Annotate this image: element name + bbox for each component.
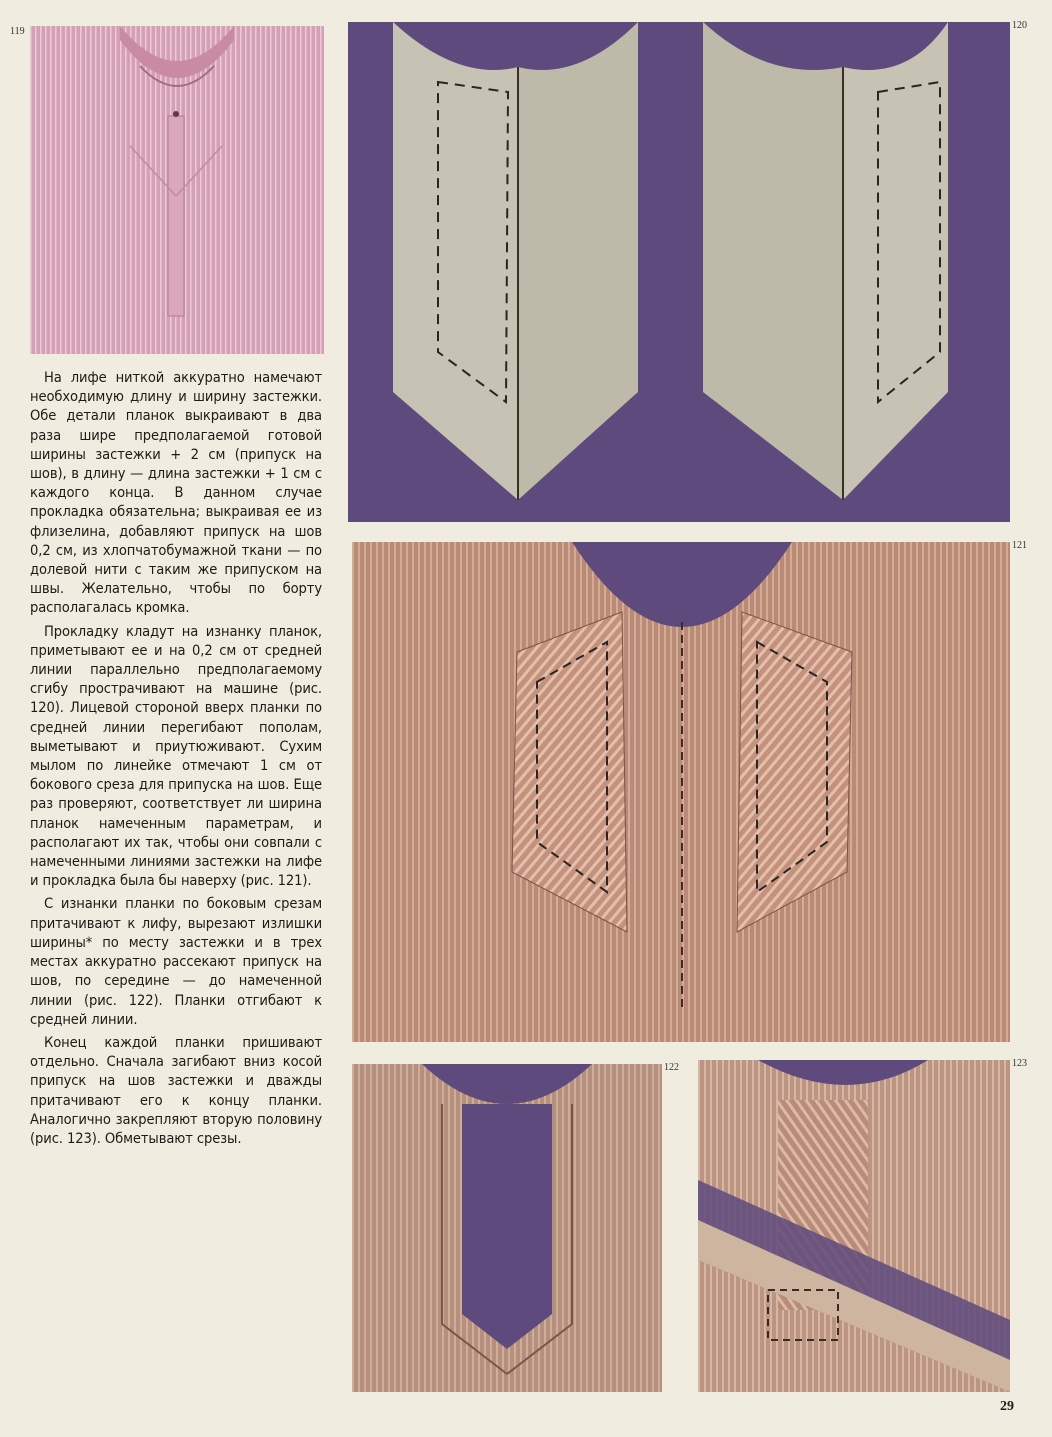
paragraph: Конец каждой планки пришивают отдельно. Сначала загибают вниз косой припуск на шов застежки и дважды притачивают его к концу планки. Аналогично закрепляют вторую половину (рис. 123). Обметывают срезы. bbox=[30, 1033, 322, 1147]
figure-121-bodice-photo bbox=[352, 542, 1010, 1042]
paragraph: На лифе ниткой аккуратно намечают необходимую длину и ширину застежки. Обе детали планок выкраивают в два раза шире предполагаемой готовой ширины застежки + 2 см (припуск на шов), в длину — длина застежки + 1 см с каждого конца. В данном случае прокладка обязательна; выкраивая ее из флизелина, добавляют припуск на шов 0,2 см, из хлопчатобумажной ткани — по долевой нити с таким же припуском на швы. Желательно, чтобы по борту располагалась кромка. bbox=[30, 369, 322, 617]
figure-number: 122 bbox=[664, 1062, 679, 1073]
figure-120-plackets-photo bbox=[348, 22, 1010, 522]
figure-122-slit-photo bbox=[352, 1064, 662, 1392]
figure-number: 119 bbox=[10, 26, 25, 37]
figure-number: 121 bbox=[1012, 540, 1027, 551]
figure-119-shirt-photo bbox=[30, 26, 324, 354]
figure-number: 123 bbox=[1012, 1058, 1027, 1069]
paragraph: Прокладку кладут на изнанку планок, приметывают ее и на 0,2 см от средней линии параллельно предполагаемому сгибу прострачивают на машине (рис. 120). Лицевой стороной вверх планки по средней линии перегибают пополам, выметывают и приутюживают. Сухим мылом по линейке отмечают 1 см от бокового среза для припуска на шов. Еще раз проверяют, соответствует ли ширина планок намеченным параметрам, и располагают их так, чтобы они совпали с намеченными линиями застежки на лифе и прокладка была бы наверху (рис. 121). bbox=[30, 622, 322, 890]
page-number: 29 bbox=[1000, 1399, 1014, 1414]
figure-number: 120 bbox=[1012, 20, 1027, 31]
paragraph: С изнанки планки по боковым срезам притачивают к лифу, вырезают излишки ширины* по месту застежки и в трех местах аккуратно рассекают припуск на шов, по середине — до намеченной линии (рис. 122). Планки отгибают к средней линии. bbox=[30, 895, 322, 1028]
body-text bbox=[30, 368, 322, 1152]
figure-123-placket-end-photo bbox=[698, 1060, 1010, 1392]
